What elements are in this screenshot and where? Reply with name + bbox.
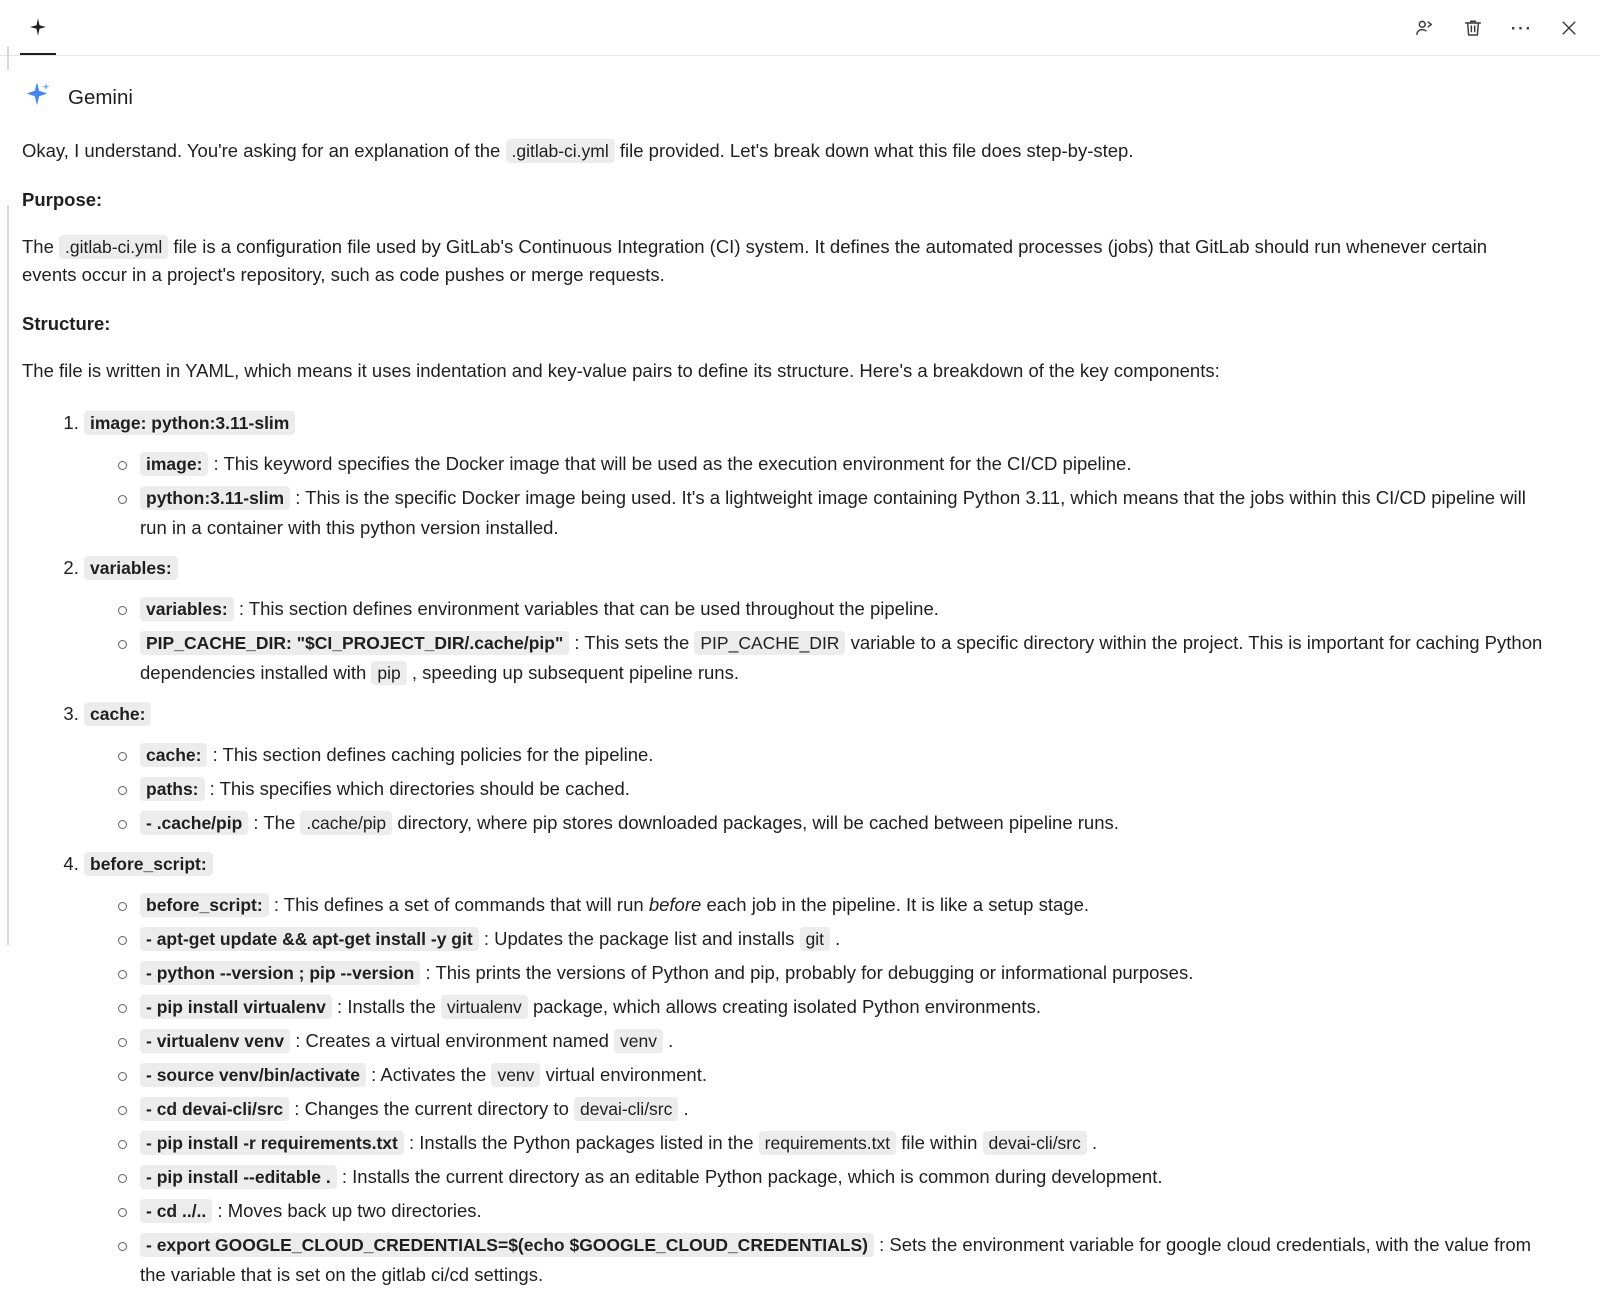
- body-text: : This sets the: [574, 632, 690, 653]
- outline-subitem-code: - cd devai-cli/src: [140, 1097, 289, 1121]
- inline-code: virtualenv: [441, 995, 528, 1019]
- window-toolbar: [0, 0, 1600, 56]
- outline-item: [84, 409, 1544, 542]
- add-person-icon[interactable]: [1412, 15, 1438, 41]
- outline-subitem: [140, 628, 1544, 688]
- inline-code-gitlab-ci-2: .gitlab-ci.yml: [59, 235, 168, 259]
- outline-sublist: [84, 890, 1544, 1289]
- body-text: : Moves back up two directories.: [217, 1200, 482, 1221]
- sparkle-icon: [26, 16, 50, 40]
- outline-subitem: [140, 808, 1544, 838]
- toolbar-actions: [1412, 15, 1582, 41]
- outline-subitem: [140, 958, 1544, 988]
- body-text: : This prints the versions of Python and pip, probably for debugging or informational purposes.: [425, 962, 1194, 983]
- outline-subitem-code: - pip install --editable .: [140, 1165, 337, 1189]
- outline-item: [84, 850, 1544, 1289]
- more-options-icon[interactable]: [1508, 15, 1534, 41]
- body-text: : This defines a set of commands that will run: [273, 894, 644, 915]
- assistant-header: [22, 80, 1544, 115]
- intro-paragraph: [22, 137, 1544, 165]
- inline-code: requirements.txt: [759, 1131, 896, 1155]
- outline-item-title: variables:: [84, 556, 178, 580]
- body-text: .: [668, 1030, 674, 1051]
- body-text: : Activates the: [371, 1064, 487, 1085]
- outline-item: [84, 554, 1544, 688]
- outline-subitem: [140, 1196, 1544, 1226]
- purpose-heading: Purpose:: [22, 189, 103, 210]
- outline-sublist: [84, 740, 1544, 838]
- body-text: : This keyword specifies the Docker image that will be used as the execution environment for the CI/CD pipeline.: [213, 453, 1132, 474]
- more-options-glyph: ⋯: [1509, 14, 1533, 40]
- outline-subitem: [140, 483, 1544, 542]
- body-text: : This specifies which directories should be cached.: [209, 778, 630, 799]
- close-icon[interactable]: [1556, 15, 1582, 41]
- outline-subitem-code: paths:: [140, 777, 205, 801]
- outline-subitem-code: variables:: [140, 597, 234, 621]
- outline-subitem-code: image:: [140, 452, 208, 476]
- outline-subitem: [140, 890, 1544, 920]
- outline-subitem: [140, 740, 1544, 770]
- outline-subitem-code: PIP_CACHE_DIR: "$CI_PROJECT_DIR/.cache/pip": [140, 631, 569, 655]
- purpose-text-1: The: [22, 236, 54, 257]
- outline-subitem: [140, 992, 1544, 1022]
- inline-code: PIP_CACHE_DIR: [694, 631, 845, 655]
- body-text: variable to a specific directory within the project. This is important for caching Python dependencies installed with: [140, 632, 1543, 683]
- body-text: : Installs the current directory as an editable Python package, which is common during development.: [341, 1166, 1163, 1187]
- body-text: .: [683, 1098, 689, 1119]
- body-text: : Installs the Python packages listed in the: [409, 1132, 754, 1153]
- outline-subitem-code: - pip install virtualenv: [140, 995, 332, 1019]
- outline-subitem-code: - source venv/bin/activate: [140, 1063, 366, 1087]
- purpose-text-2: file is a configuration file used by GitLab's Continuous Integration (CI) system. It defines the automated processes (jobs) that GitLab should run whenever certain events occur in a project's repository, such as code pushes or merge requests.: [22, 236, 1488, 285]
- outline-subitem-code: - python --version ; pip --version: [140, 961, 420, 985]
- outline-subitem-code: before_script:: [140, 893, 269, 917]
- body-text: each job in the pipeline. It is like a setup stage.: [706, 894, 1090, 915]
- outline-subitem: [140, 594, 1544, 624]
- outline-item: [84, 700, 1544, 838]
- outline-subitem: [140, 1026, 1544, 1056]
- body-text: : Creates a virtual environment named: [295, 1030, 609, 1051]
- intro-text-2: file provided. Let's break down what this file does step-by-step.: [619, 140, 1134, 161]
- body-text: : Sets the environment variable for google cloud credentials, with the value from the variable that is set on the gitlab ci/cd settings.: [140, 1234, 1532, 1285]
- trash-icon[interactable]: [1460, 15, 1486, 41]
- outline-subitem-code: - export GOOGLE_CLOUD_CREDENTIALS=$(echo $GOOGLE_CLOUD_CREDENTIALS): [140, 1233, 874, 1257]
- body-text: , speeding up subsequent pipeline runs.: [411, 662, 739, 683]
- outline-subitem: [140, 1060, 1544, 1090]
- body-text: .: [835, 928, 841, 949]
- outline-subitem: [140, 924, 1544, 954]
- inline-code: pip: [371, 661, 406, 685]
- outline-item-title: image: python:3.11-slim: [84, 411, 295, 435]
- purpose-paragraph: [22, 233, 1544, 289]
- inline-code: .cache/pip: [300, 811, 392, 835]
- outline-subitem-code: - apt-get update && apt-get install -y git: [140, 927, 479, 951]
- gutter-mark-top: [7, 46, 9, 70]
- outline-subitem-code: - virtualenv venv: [140, 1029, 290, 1053]
- inline-code: devai-cli/src: [574, 1097, 678, 1121]
- outline-subitem-code: cache:: [140, 743, 207, 767]
- structure-heading: Structure:: [22, 313, 111, 334]
- outline-sublist: [84, 449, 1544, 542]
- body-text: package, which allows creating isolated Python environments.: [532, 996, 1041, 1017]
- outline-subitem-code: python:3.11-slim: [140, 486, 290, 510]
- structure-outline: [22, 409, 1544, 1289]
- body-text: : The: [253, 812, 296, 833]
- body-text: file within: [901, 1132, 978, 1153]
- outline-item-title: cache:: [84, 702, 151, 726]
- inline-code-gitlab-ci: .gitlab-ci.yml: [506, 139, 615, 163]
- body-text: : This is the specific Docker image being used. It's a lightweight image containing Python 3.11, which means that the jobs within this CI/CD pipeline will run in a container with this python version installed.: [140, 487, 1526, 538]
- inline-code: git: [800, 927, 830, 951]
- outline-subitem-code: - cd ../..: [140, 1199, 212, 1223]
- outline-subitem: [140, 774, 1544, 804]
- outline-subitem-code: - .cache/pip: [140, 811, 248, 835]
- body-text: : Updates the package list and installs: [483, 928, 795, 949]
- outline-subitem: [140, 1162, 1544, 1192]
- body-text: .: [1092, 1132, 1098, 1153]
- gutter-mark-body: [7, 205, 9, 945]
- body-text: directory, where pip stores downloaded packages, will be cached between pipeline runs.: [397, 812, 1119, 833]
- body-text: virtual environment.: [545, 1064, 707, 1085]
- chat-message-panel: [0, 56, 1600, 1289]
- inline-code: venv: [491, 1063, 540, 1087]
- outline-item-title: before_script:: [84, 852, 213, 876]
- outline-sublist: [84, 594, 1544, 688]
- inline-code: devai-cli/src: [983, 1131, 1087, 1155]
- assistant-name: Gemini: [68, 85, 133, 109]
- outline-subitem: [140, 1128, 1544, 1158]
- body-text: : Changes the current directory to: [294, 1098, 569, 1119]
- toolbar-left: [20, 0, 56, 55]
- body-text: : This section defines caching policies for the pipeline.: [212, 744, 654, 765]
- outline-subitem: [140, 449, 1544, 479]
- structure-paragraph: The file is written in YAML, which means it uses indentation and key-value pairs to define its structure. Here's a breakdown of the key components:: [22, 360, 1220, 381]
- inline-code: venv: [614, 1029, 663, 1053]
- intro-text-1: Okay, I understand. You're asking for an explanation of the: [22, 140, 501, 161]
- gemini-sparkle-icon: [22, 80, 52, 115]
- body-text: : This section defines environment variables that can be used throughout the pipeline.: [238, 598, 939, 619]
- body-text: : Installs the: [337, 996, 436, 1017]
- outline-subitem: [140, 1094, 1544, 1124]
- outline-subitem-code: - pip install -r requirements.txt: [140, 1131, 404, 1155]
- tab-gemini[interactable]: [20, 0, 56, 55]
- emphasis-text: before: [648, 894, 702, 915]
